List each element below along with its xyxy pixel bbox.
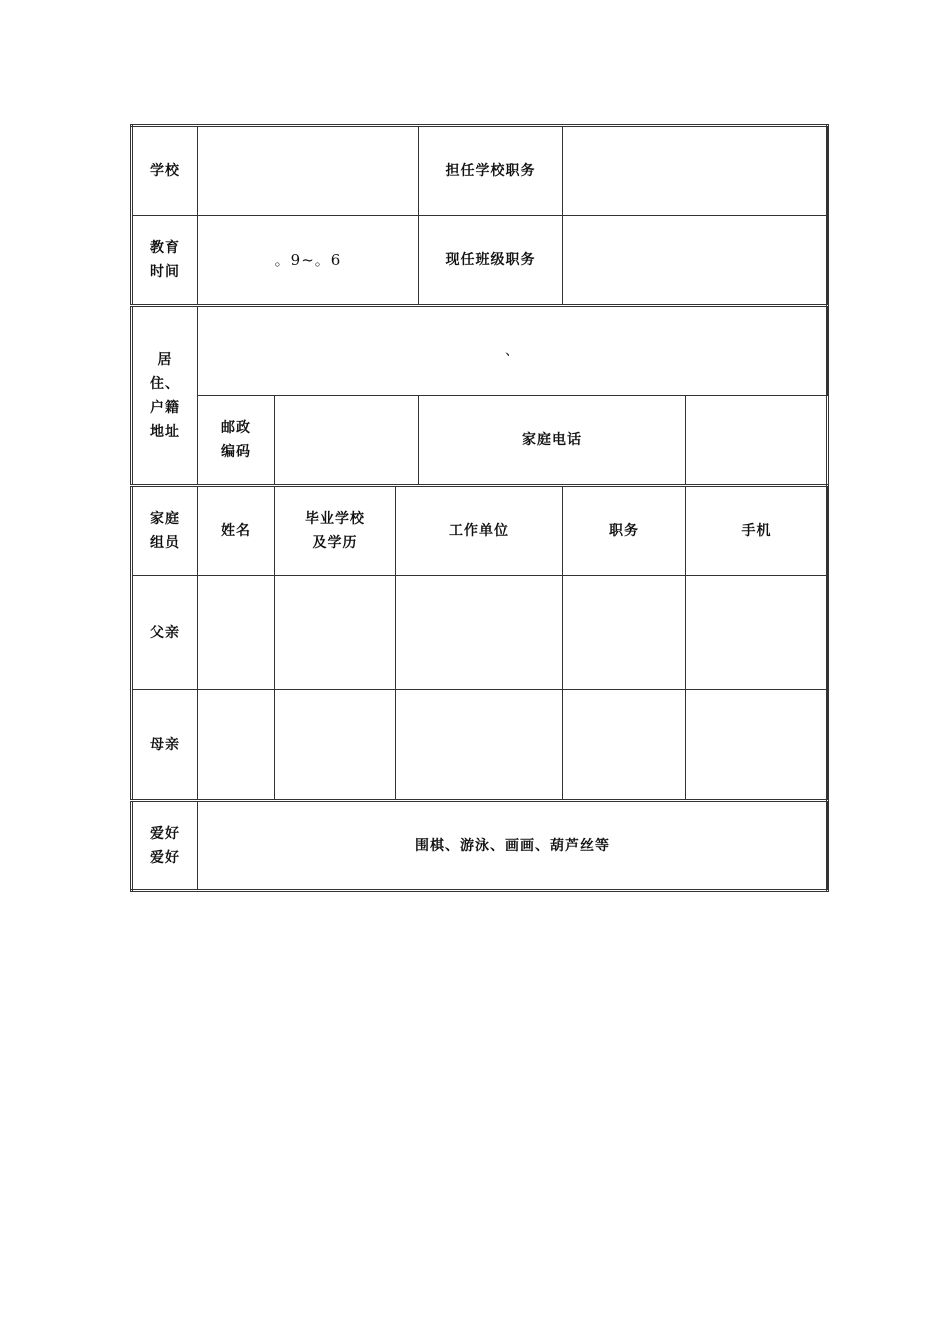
student-info-table <box>130 124 829 892</box>
home-phone-label: 家庭电话 <box>419 396 686 486</box>
school-label: 学校 <box>132 126 198 216</box>
father-mobile[interactable] <box>686 576 828 690</box>
address-label-line3: 户籍 <box>150 399 180 416</box>
family-col-name: 姓名 <box>198 486 275 576</box>
mother-position[interactable] <box>563 690 686 801</box>
class-position-label: 现任班级职务 <box>419 216 563 306</box>
mother-mobile[interactable] <box>686 690 828 801</box>
education-time-label-line1: 教育 <box>150 240 180 256</box>
school-row <box>132 126 828 216</box>
family-col-work-unit: 工作单位 <box>396 486 563 576</box>
family-col-position: 职务 <box>563 486 686 576</box>
father-name[interactable] <box>198 576 275 690</box>
address-row <box>132 306 828 396</box>
postcode-label-line1: 邮政 <box>221 420 251 436</box>
school-value[interactable] <box>198 126 419 216</box>
family-label-line2: 组员 <box>150 535 180 551</box>
father-row <box>132 576 828 690</box>
education-row <box>132 216 828 306</box>
family-label-line1: 家庭 <box>150 511 180 527</box>
address-label-line2: 住、 <box>150 375 180 392</box>
hobby-row <box>132 801 828 891</box>
father-school-degree[interactable] <box>275 576 396 690</box>
address-label-line4: 地址 <box>150 423 180 440</box>
education-time-value[interactable]: 。9~。6 <box>198 216 419 306</box>
hobby-label-line2: 爱好 <box>150 849 180 866</box>
mother-label: 母亲 <box>132 690 198 801</box>
class-position-value[interactable] <box>563 216 828 306</box>
home-phone-value[interactable] <box>686 396 828 486</box>
school-position-label: 担任学校职务 <box>419 126 563 216</box>
hobby-label-line1: 爱好 <box>150 825 180 842</box>
mother-row <box>132 690 828 801</box>
postcode-value[interactable] <box>275 396 419 486</box>
mother-name[interactable] <box>198 690 275 801</box>
family-label <box>132 486 198 576</box>
mother-work-unit[interactable] <box>396 690 563 801</box>
family-col-school-degree-line2: 及学历 <box>312 535 358 551</box>
education-time-label <box>132 216 198 306</box>
address-value[interactable]: 、 <box>198 306 828 396</box>
contact-row <box>132 396 828 486</box>
education-time-label-line2: 时间 <box>150 264 180 280</box>
address-label-line1: 居 <box>157 351 173 368</box>
father-work-unit[interactable] <box>396 576 563 690</box>
father-label: 父亲 <box>132 576 198 690</box>
hobby-label <box>132 801 198 891</box>
postcode-label <box>198 396 275 486</box>
address-label <box>132 306 198 486</box>
family-header-row <box>132 486 828 576</box>
school-position-value[interactable] <box>563 126 828 216</box>
mother-school-degree[interactable] <box>275 690 396 801</box>
family-col-mobile: 手机 <box>686 486 828 576</box>
postcode-label-line2: 编码 <box>221 444 251 460</box>
father-position[interactable] <box>563 576 686 690</box>
family-col-school-degree-line1: 毕业学校 <box>305 511 365 527</box>
family-col-school-degree <box>275 486 396 576</box>
hobby-value[interactable]: 围棋、游泳、画画、葫芦丝等 <box>198 801 828 891</box>
